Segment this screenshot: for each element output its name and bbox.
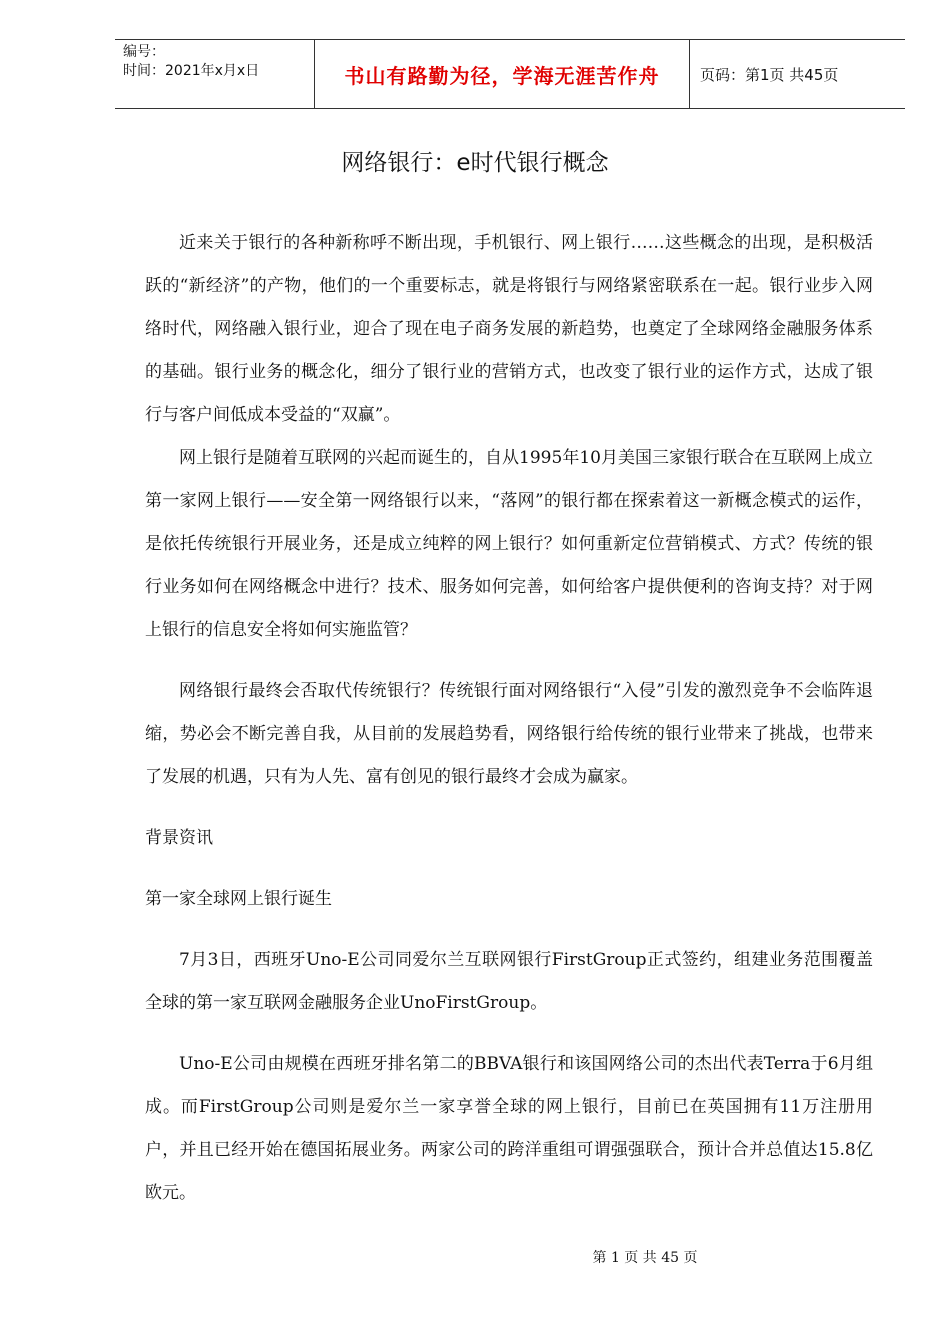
section-heading-background: 背景资讯 bbox=[145, 828, 213, 848]
document-body bbox=[145, 222, 873, 1215]
document-title: 网络银行：e时代银行概念 bbox=[341, 150, 609, 176]
page-footer: 第 1 页 共 45 页 bbox=[592, 1250, 698, 1266]
paragraph-history: 网上银行是随着互联网的兴起而诞生的，自从1995年10月美国三家银行联合在互联网上成立第一家网上银行——安全第一网络银行以来，“落网”的银行都在探索着这一新概念模式的运作，是依托传统银行开展业务，还是成立纯粹的网上银行？如何重新定位营销模式、方式？传统的银行业务如何在网络概念中进行？技术、服务如何完善，如何给客户提供便利的咨询支持？对于网上银行的信息安全将如何实施监管？ bbox=[145, 448, 873, 640]
paragraph-companies: Uno-E公司由规模在西班牙排名第二的BBVA银行和该国网络公司的杰出代表Terra于6月组成。而FirstGroup公司则是爱尔兰一家享誉全球的网上银行，目前已在英国拥有11万注册用户，并且已经开始在德国拓展业务。两家公司的跨洋重组可谓强强联合，预计合并总值达15.8亿欧元。 bbox=[145, 1054, 873, 1203]
header-page-info: 页码：第1页 共45页 bbox=[700, 65, 839, 84]
paragraph-intro: 近来关于银行的各种新称呼不断出现，手机银行、网上银行……这些概念的出现，是积极活跃的“新经济”的产物，他们的一个重要标志，就是将银行与网络紧密联系在一起。银行业步入网络时代，网络融入银行业，迎合了现在电子商务发展的新趋势，也奠定了全球网络金融服务体系的基础。银行业务的概念化，细分了银行业的营销方式，也改变了银行业的运作方式，达成了银行与客户间低成本受益的“双赢”。 bbox=[145, 233, 873, 425]
page-header bbox=[115, 39, 905, 109]
header-motto: 书山有路勤为径，学海无涯苦作舟 bbox=[315, 40, 690, 108]
header-meta bbox=[115, 40, 315, 108]
paragraph-signing: 7月3日，西班牙Uno-E公司同爱尔兰互联网银行FirstGroup正式签约，组建业务范围覆盖全球的第一家互联网金融服务企业UnoFirstGroup。 bbox=[145, 950, 873, 1013]
section-heading-first-bank: 第一家全球网上银行诞生 bbox=[145, 889, 332, 909]
code-label: 编号： bbox=[123, 44, 165, 60]
paragraph-outlook: 网络银行最终会否取代传统银行？传统银行面对网络银行“入侵”引发的激烈竞争不会临阵退缩，势必会不断完善自我，从目前的发展趋势看，网络银行给传统的银行业带来了挑战，也带来了发展的机遇，只有为人先、富有创见的银行最终才会成为赢家。 bbox=[145, 681, 873, 787]
time-label: 时间：2021年x月x日 bbox=[123, 63, 260, 79]
